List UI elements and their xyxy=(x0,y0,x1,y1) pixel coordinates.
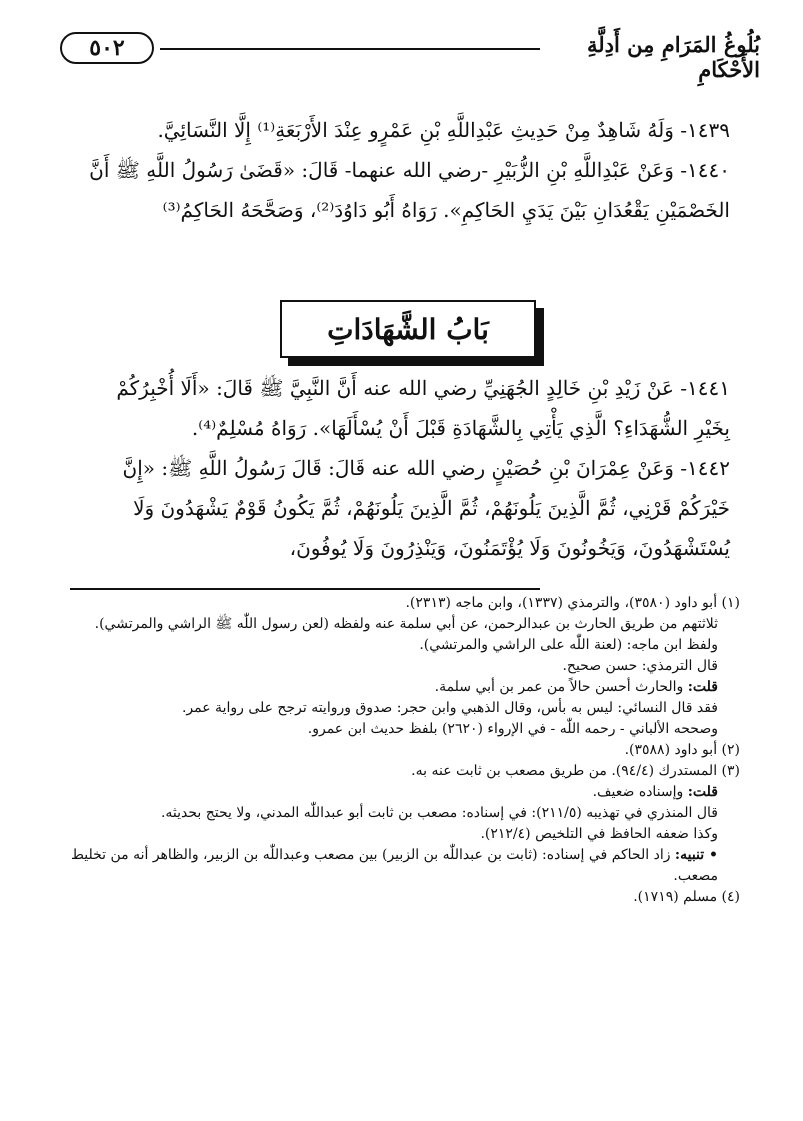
footnote-1-line xyxy=(70,677,740,698)
footnote-divider xyxy=(70,588,540,590)
note-text: زاد الحاكم في إسناده: (ثابت بن عبداللّٰه بن الزبير) بين مصعب وعبداللّٰه بن الزبير، والظاهر أنه من تخليط مصعب. xyxy=(70,847,718,884)
chapter-title: بَابُ الشَّهَادَاتِ xyxy=(327,312,489,346)
page-header xyxy=(60,30,760,82)
footnote-3-line xyxy=(70,845,740,887)
note-text: والحارث أحسن حالاً من عمر بن أبي سلمة. xyxy=(434,679,684,695)
note-text: وإسناده ضعيف. xyxy=(592,784,684,800)
footnote-1-line: ثلاثتهم من طريق الحارث بن عبدالرحمن، عن أبي سلمة عنه ولفظه (لعن رسول اللّٰه ﷺ الراشي والمرتشي). xyxy=(94,616,718,632)
footnote-4: (٤) مسلم (١٧١٩). xyxy=(633,889,740,905)
footnote-3-line xyxy=(70,782,740,803)
footnote-1-line: قال الترمذي: حسن صحيح. xyxy=(562,658,718,674)
footnote-1-line: فقد قال النسائي: ليس به بأس، وقال الذهبي وابن حجر: صدوق وروايته ترجح على رواية عمر. xyxy=(181,700,718,716)
header-divider xyxy=(160,48,540,50)
book-title: بُلُوغُ المَرَامِ مِن أَدِلَّةِ الأَحْكَامِ xyxy=(587,32,760,82)
footnote-2: (٢) أبو داود (٣٥٨٨). xyxy=(624,742,740,758)
note-label: قلت: xyxy=(687,679,718,695)
footnotes xyxy=(70,593,740,908)
hadith-1441: ١٤٤١- عَنْ زَيْدِ بْنِ خَالِدٍ الجُهَنِيِّ رضي الله عنه أَنَّ النَّبِيَّ ﷺ قَالَ: «أَلَا أُخْبِرُكُمْ بِخَيْرِ الشُّهَدَاءِ؟ الَّذِي يَأْتِي بِالشَّهَادَةِ قَبْلَ أَنْ يُسْأَلَهَا». رَوَاهُ مُسْلِمٌ⁽⁴⁾. xyxy=(116,376,730,440)
footnote-1-line: ولفظ ابن ماجه: (لعنة اللّٰه على الراشي والمرتشي). xyxy=(419,637,718,653)
note-label: قلت: xyxy=(687,784,718,800)
footnote-3: (٣) المستدرك (٩٤/٤). من طريق مصعب بن ثابت عنه به. xyxy=(411,763,740,779)
footnote-1: (١) أبو داود (٣٥٨٠)، والترمذي (١٣٣٧)، وابن ماجه (٢٣١٣). xyxy=(405,595,740,611)
footnote-1-line: وصححه الألباني - رحمه اللّٰه - في الإرواء (٢٦٢٠) بلفظ حديث ابن عمرو. xyxy=(307,721,718,737)
hadith-1439: ١٤٣٩- وَلَهُ شَاهِدٌ مِنْ حَدِيثِ عَبْدِاللَّهِ بْنِ عَمْرٍو عِنْدَ الأَرْبَعَةِ⁽¹⁾ إِلَّا النَّسَائِيَّ. xyxy=(157,118,730,142)
footnote-3-line: وكذا ضعفه الحافظ في التلخيص (٢١٢/٤). xyxy=(480,826,718,842)
hadith-section-1 xyxy=(80,110,730,230)
page-number: ٥٠٢ xyxy=(60,32,154,64)
note-label: • تنبيه: xyxy=(674,847,718,863)
footnote-3-line: قال المنذري في تهذيبه (٢١١/٥): في إسناده: مصعب بن ثابت أبو عبداللّٰه المدني، ولا يحتج بحديثه. xyxy=(160,805,718,821)
hadith-1442: ١٤٤٢- وَعَنْ عِمْرَانَ بْنِ حُصَيْنٍ رضي الله عنه قَالَ: قَالَ رَسُولُ اللَّهِ ﷺ: «إِنَّ خَيْرَكُمْ قَرْنِي، ثُمَّ الَّذِينَ يَلُونَهُمْ، ثُمَّ الَّذِينَ يَلُونَهُمْ، ثُمَّ يَكُونُ قَوْمٌ يَشْهَدُونَ وَلَا يُسْتَشْهَدُونَ، وَيَخُونُونَ وَلَا يُؤْتَمَنُونَ، وَيَنْذِرُونَ وَلَا يُوفُونَ، xyxy=(122,456,730,560)
hadith-1440: ١٤٤٠- وَعَنْ عَبْدِاللَّهِ بْنِ الزُّبَيْرِ -رضي الله عنهما- قَالَ: «قَضَىٰ رَسُولُ اللَّهِ ﷺ أَنَّ الخَصْمَيْنِ يَقْعُدَانِ بَيْنَ يَدَيِ الحَاكِمِ». رَوَاهُ أَبُو دَاوُدَ⁽²⁾، وَصَحَّحَهُ الحَاكِمُ⁽³⁾ xyxy=(89,158,730,222)
hadith-section-2 xyxy=(80,368,730,568)
chapter-title-box xyxy=(280,300,536,358)
